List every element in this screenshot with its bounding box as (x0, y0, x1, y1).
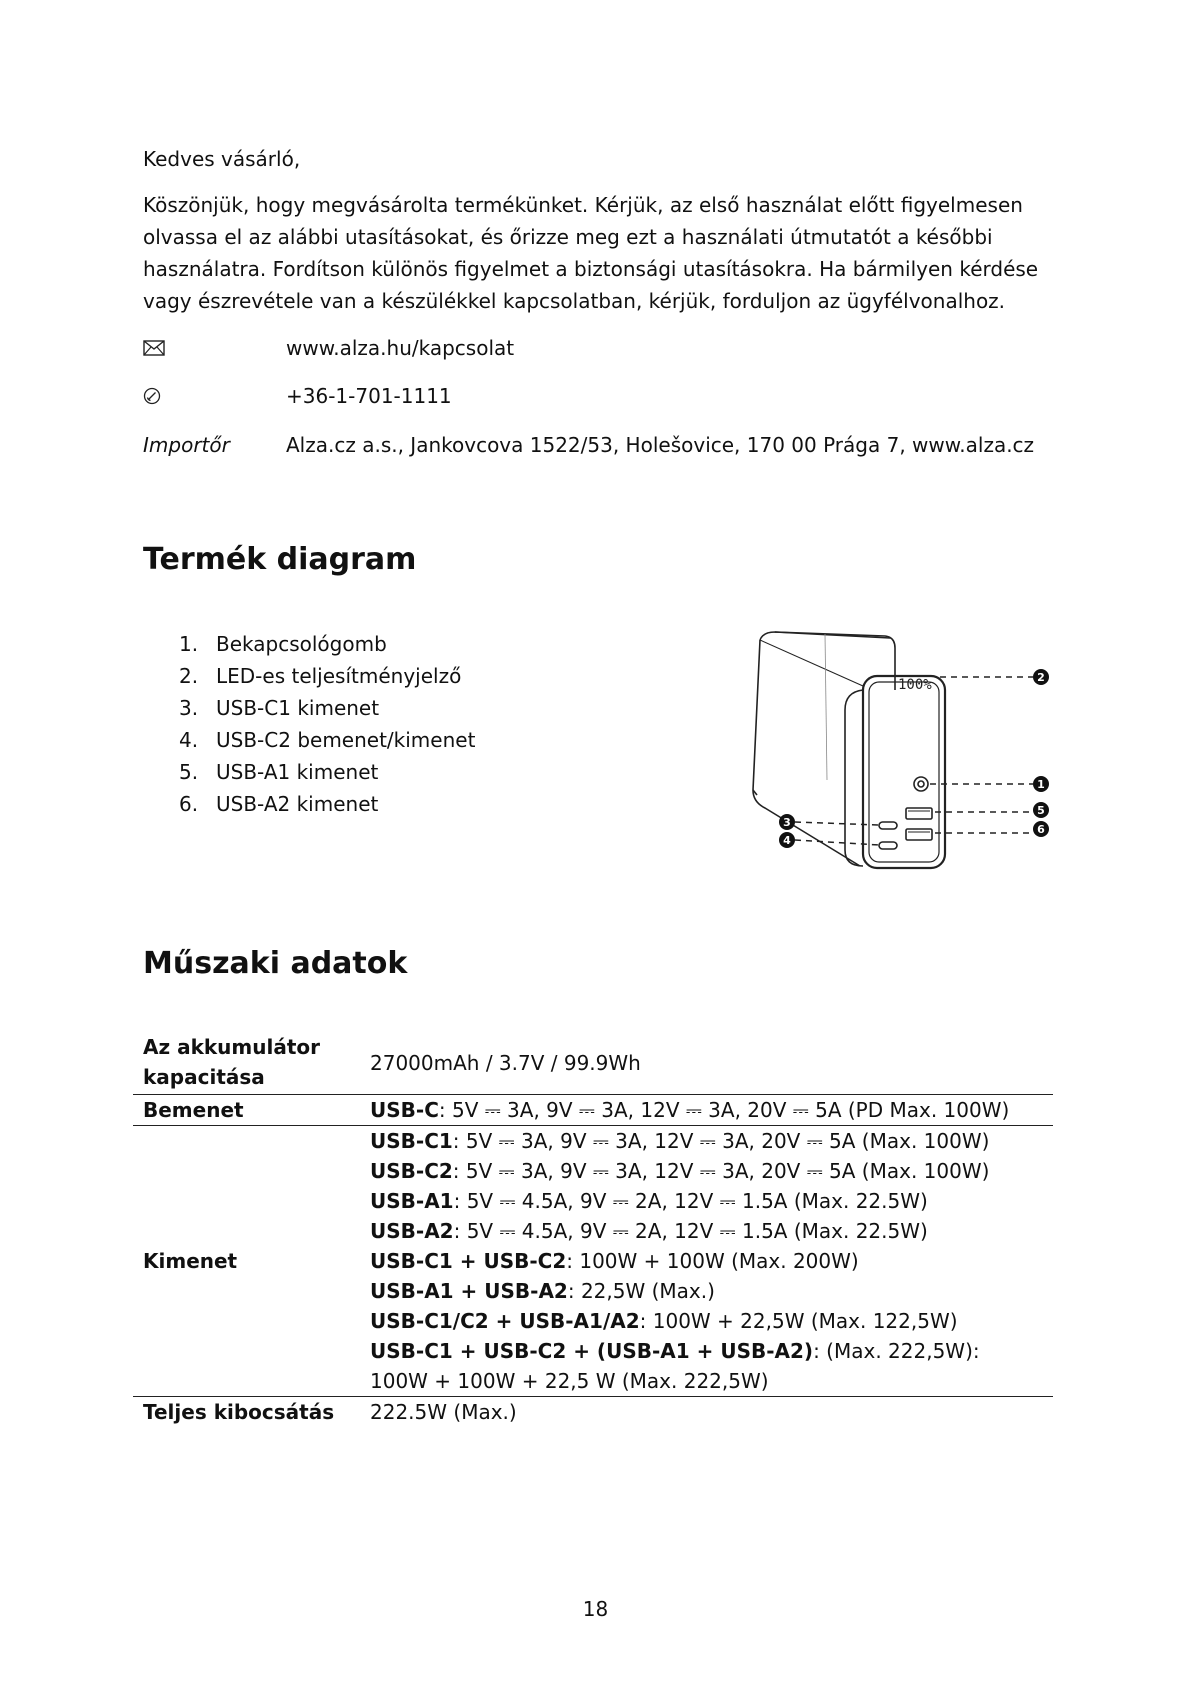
output-line: USB-A2: 5V ⎓ 4.5A, 9V ⎓ 2A, 12V ⎓ 1.5A (Max. 22.5W) (370, 1219, 928, 1243)
output-line: USB-C1 + USB-C2 + (USB-A1 + USB-A2): (Max. 222,5W): 100W + 100W + 22,5 W (Max. 222,5W) (370, 1339, 980, 1393)
list-item: 6. USB-A2 kimenet (179, 792, 379, 816)
table-row (133, 1126, 1053, 1397)
table-row (133, 1095, 1053, 1126)
page-number: 18 (582, 1597, 609, 1621)
output-values (360, 1126, 1053, 1397)
list-item: 3. USB-C1 kimenet (179, 696, 380, 720)
spec-table (133, 1032, 1053, 1427)
list-item: 4. USB-C2 bemenet/kimenet (179, 728, 476, 752)
svg-text:3: 3 (783, 816, 791, 829)
total-value: 222.5W (Max.) (370, 1400, 517, 1424)
contact-phone-row (143, 381, 1063, 411)
contact-web[interactable]: www.alza.hu/kapcsolat (286, 336, 515, 360)
intro-paragraph: Köszönjük, hogy megvásárolta termékünket. Kérjük, az első használat előtt figyelmesen olvassa el az alábbi utasításokat, és őrizze meg ezt a használati útmutatót a későbbi használatra. Fordítson különös figyelmet a biztonsági utasításokra. Ha bármilyen kérdése vagy észrevétele van a készülékkel kapcsolatban, kérjük, forduljon az ügyfélvonalhoz. (143, 193, 1039, 313)
svg-text:1: 1 (1037, 778, 1045, 791)
display-readout: 100% (898, 677, 932, 693)
output-line: USB-A1: 5V ⎓ 4.5A, 9V ⎓ 2A, 12V ⎓ 1.5A (Max. 22.5W) (370, 1189, 928, 1213)
table-row (133, 1397, 1053, 1428)
output-line: USB-C1 + USB-C2: 100W + 100W (Max. 200W) (370, 1249, 859, 1273)
input-label: Bemenet (133, 1095, 360, 1126)
list-item: 2. LED-es teljesítményjelző (179, 664, 462, 688)
svg-text:2: 2 (1037, 671, 1045, 684)
envelope-icon (143, 333, 165, 364)
svg-text:6: 6 (1037, 823, 1045, 836)
capacity-label: Az akkumulátor kapacitása (133, 1032, 360, 1095)
svg-text:4: 4 (783, 834, 791, 847)
importer-address: Alza.cz a.s., Jankovcova 1522/53, Holešovice, 170 00 Prága 7, www.alza.cz (286, 433, 1035, 457)
greeting: Kedves vásárló, (143, 147, 301, 171)
output-line: USB-C1/C2 + USB-A1/A2: 100W + 22,5W (Max. 122,5W) (370, 1309, 958, 1333)
output-line: USB-A1 + USB-A2: 22,5W (Max.) (370, 1279, 715, 1303)
power-bank-diagram (745, 630, 1055, 885)
list-item: 1. Bekapcsológomb (179, 632, 387, 656)
svg-text:5: 5 (1037, 804, 1045, 817)
diagram-heading: Termék diagram (143, 542, 417, 577)
table-row (133, 1032, 1053, 1095)
output-label: Kimenet (133, 1126, 360, 1397)
contact-importer-row (143, 430, 1063, 460)
input-value: USB-C: 5V ⎓ 3A, 9V ⎓ 3A, 12V ⎓ 3A, 20V ⎓ 5A (PD Max. 100W) (360, 1095, 1053, 1126)
output-line: USB-C1: 5V ⎓ 3A, 9V ⎓ 3A, 12V ⎓ 3A, 20V ⎓ 5A (Max. 100W) (370, 1129, 990, 1153)
parts-list (143, 628, 475, 820)
total-label: Teljes kibocsátás (143, 1400, 335, 1424)
list-item: 5. USB-A1 kimenet (179, 760, 379, 784)
capacity-value: 27000mAh / 3.7V / 99.9Wh (360, 1032, 1053, 1095)
contact-web-row (143, 333, 1063, 363)
phone-icon (143, 381, 161, 413)
contact-phone: +36-1-701-1111 (286, 384, 452, 408)
output-line: USB-C2: 5V ⎓ 3A, 9V ⎓ 3A, 12V ⎓ 3A, 20V ⎓ 5A (Max. 100W) (370, 1159, 990, 1183)
importer-label: Importőr (143, 433, 230, 457)
specs-heading: Műszaki adatok (143, 946, 408, 981)
